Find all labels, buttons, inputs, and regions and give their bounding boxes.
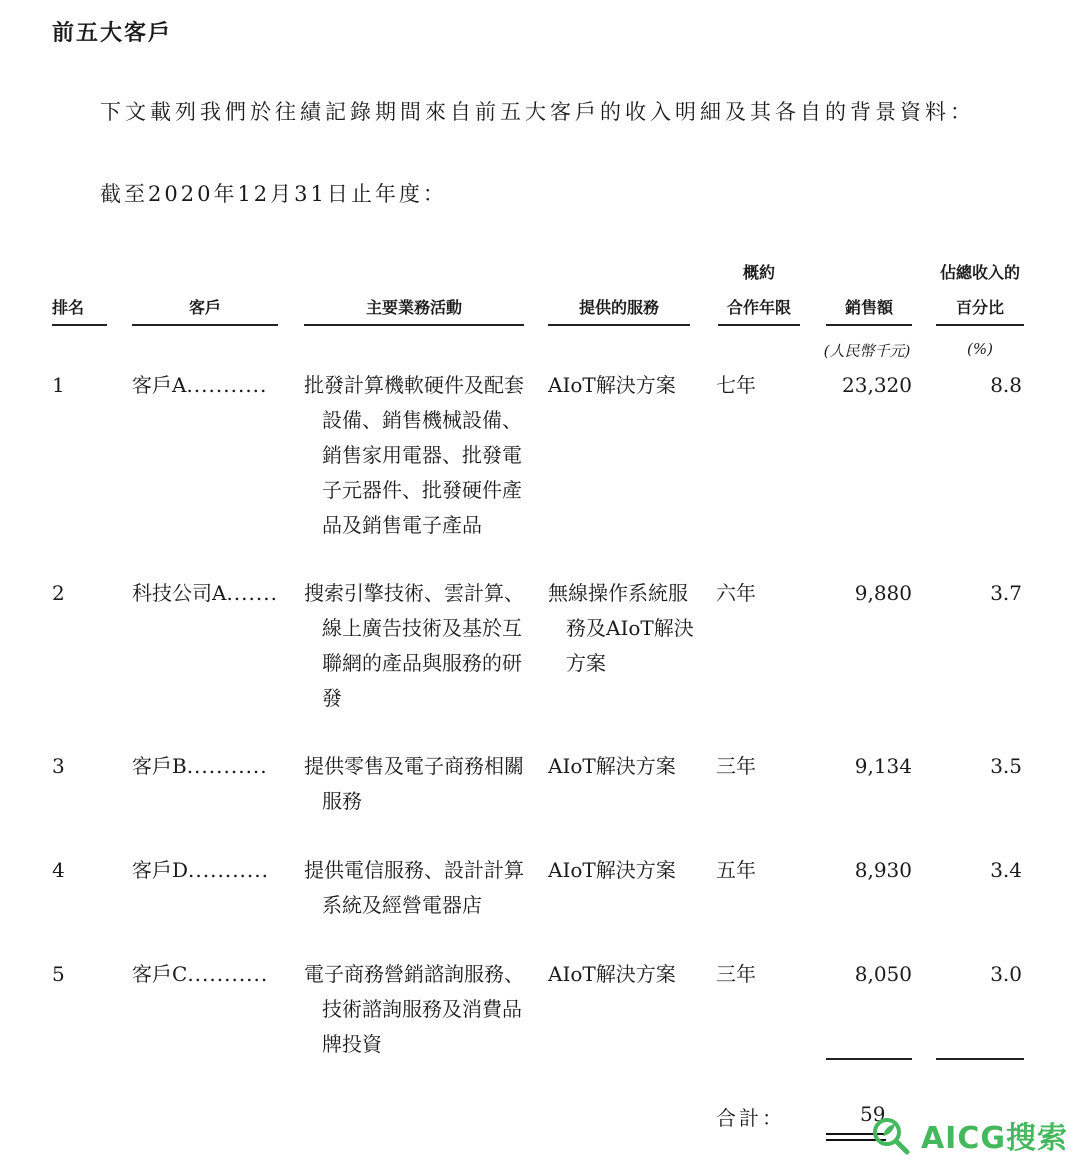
header-underline bbox=[132, 324, 278, 326]
row-customer bbox=[132, 576, 278, 611]
leader-dots: ........... bbox=[186, 754, 268, 778]
business-line: 發 bbox=[322, 686, 342, 710]
subtotal-rule bbox=[936, 1058, 1024, 1060]
business-line: 品及銷售電子產品 bbox=[322, 513, 482, 537]
leader-dots: ........... bbox=[186, 373, 268, 397]
total-sales-value: 59 bbox=[860, 1102, 886, 1126]
row-service bbox=[548, 368, 708, 403]
row-service bbox=[548, 576, 708, 681]
row-pct: 8.8 bbox=[990, 373, 1022, 397]
service-line: 務及AIoT解決 bbox=[566, 616, 694, 640]
business-line: 提供零售及電子商務相關 bbox=[304, 754, 524, 778]
row-years: 六年 bbox=[716, 581, 756, 605]
business-line: 服務 bbox=[322, 789, 362, 813]
subtotal-rule bbox=[826, 1058, 912, 1060]
customer-name: 客戶A bbox=[132, 373, 187, 397]
row-customer bbox=[132, 853, 269, 888]
business-line: 批發計算機軟硬件及配套 bbox=[304, 373, 524, 397]
business-line: 牌投資 bbox=[322, 1032, 382, 1056]
leader-dots: ........... bbox=[187, 962, 269, 986]
row-rank: 3 bbox=[52, 754, 65, 778]
unit-sales: (人民幣千元) bbox=[823, 342, 911, 360]
row-business bbox=[304, 853, 540, 923]
business-line: 設備、銷售機械設備、 bbox=[322, 408, 522, 432]
row-service bbox=[548, 957, 708, 992]
period-label: 截至2020年12月31日止年度： bbox=[100, 182, 447, 206]
col-header-sales: 銷售額 bbox=[844, 298, 893, 317]
customer-name: 客戶B bbox=[132, 754, 187, 778]
service-line: AIoT解決方案 bbox=[548, 962, 676, 986]
row-business bbox=[304, 957, 540, 1062]
col-header-customer: 客戶 bbox=[188, 298, 221, 317]
row-years: 五年 bbox=[716, 858, 756, 882]
watermark bbox=[869, 1113, 1068, 1157]
row-customer bbox=[132, 957, 268, 992]
row-rank: 4 bbox=[52, 858, 65, 882]
header-underline bbox=[826, 324, 912, 326]
col-header-business: 主要業務活動 bbox=[365, 298, 462, 317]
row-rank: 2 bbox=[52, 581, 65, 605]
section-heading: 前五大客戶 bbox=[52, 20, 173, 46]
row-business bbox=[304, 576, 540, 716]
total-label: 合計： bbox=[716, 1106, 785, 1130]
business-line: 聯網的產品與服務的研 bbox=[322, 651, 522, 675]
intro-paragraph: 下文載列我們於往績記錄期間來自前五大客戶的收入明細及其各自的背景資料： bbox=[100, 100, 975, 124]
row-pct: 3.4 bbox=[990, 858, 1022, 882]
row-years: 三年 bbox=[716, 754, 756, 778]
row-business bbox=[304, 368, 540, 543]
row-customer bbox=[132, 749, 268, 784]
row-years: 七年 bbox=[716, 373, 756, 397]
header-underline bbox=[718, 324, 800, 326]
customer-name: 科技公司A bbox=[132, 581, 227, 605]
leader-dots: ........... bbox=[188, 858, 269, 882]
row-service bbox=[548, 749, 708, 784]
service-line: AIoT解決方案 bbox=[548, 373, 676, 397]
business-line: 電子商務營銷諮詢服務、 bbox=[304, 962, 524, 986]
row-sales: 9,134 bbox=[854, 754, 912, 778]
col-header-years-line1: 概約 bbox=[742, 263, 775, 282]
business-line: 系統及經營電器店 bbox=[322, 893, 482, 917]
business-line: 銷售家用電器、批發電 bbox=[322, 443, 522, 467]
service-line: AIoT解決方案 bbox=[548, 858, 676, 882]
row-pct: 3.5 bbox=[990, 754, 1022, 778]
business-line: 搜索引擎技術、雲計算、 bbox=[304, 581, 524, 605]
row-sales: 8,050 bbox=[854, 962, 912, 986]
row-rank: 5 bbox=[52, 962, 65, 986]
leader-dots: ....... bbox=[226, 581, 278, 605]
business-line: 子元器件、批發硬件產 bbox=[322, 478, 522, 502]
unit-pct: (%) bbox=[967, 340, 993, 358]
row-sales: 8,930 bbox=[854, 858, 912, 882]
header-underline bbox=[52, 324, 107, 326]
row-sales: 9,880 bbox=[854, 581, 912, 605]
col-header-pct-line1: 佔總收入的 bbox=[939, 263, 1020, 282]
service-line: AIoT解決方案 bbox=[548, 754, 676, 778]
row-years: 三年 bbox=[716, 962, 756, 986]
col-header-service: 提供的服務 bbox=[578, 298, 659, 317]
row-sales: 23,320 bbox=[842, 373, 912, 397]
row-customer bbox=[132, 368, 267, 403]
header-underline bbox=[304, 324, 524, 326]
service-line: 無線操作系統服 bbox=[548, 581, 688, 605]
col-header-rank: 排名 bbox=[52, 298, 85, 317]
row-pct: 3.7 bbox=[990, 581, 1022, 605]
customer-name: 客戶C bbox=[132, 962, 188, 986]
service-line: 方案 bbox=[566, 651, 606, 675]
watermark-text: AICG搜索 bbox=[920, 1121, 1068, 1156]
business-line: 線上廣告技術及基於互 bbox=[322, 616, 522, 640]
row-business bbox=[304, 749, 540, 819]
row-pct: 3.0 bbox=[990, 962, 1022, 986]
row-rank: 1 bbox=[52, 373, 65, 397]
col-header-years-line2: 合作年限 bbox=[726, 298, 791, 317]
header-underline bbox=[548, 324, 690, 326]
business-line: 技術諮詢服務及消費品 bbox=[322, 997, 522, 1021]
business-line: 提供電信服務、設計計算 bbox=[304, 858, 524, 882]
header-underline bbox=[936, 324, 1024, 326]
row-service bbox=[548, 853, 708, 888]
col-header-pct-line2: 百分比 bbox=[955, 298, 1004, 317]
customer-name: 客戶D bbox=[132, 858, 189, 882]
magnifier-leaf-icon bbox=[869, 1114, 915, 1156]
